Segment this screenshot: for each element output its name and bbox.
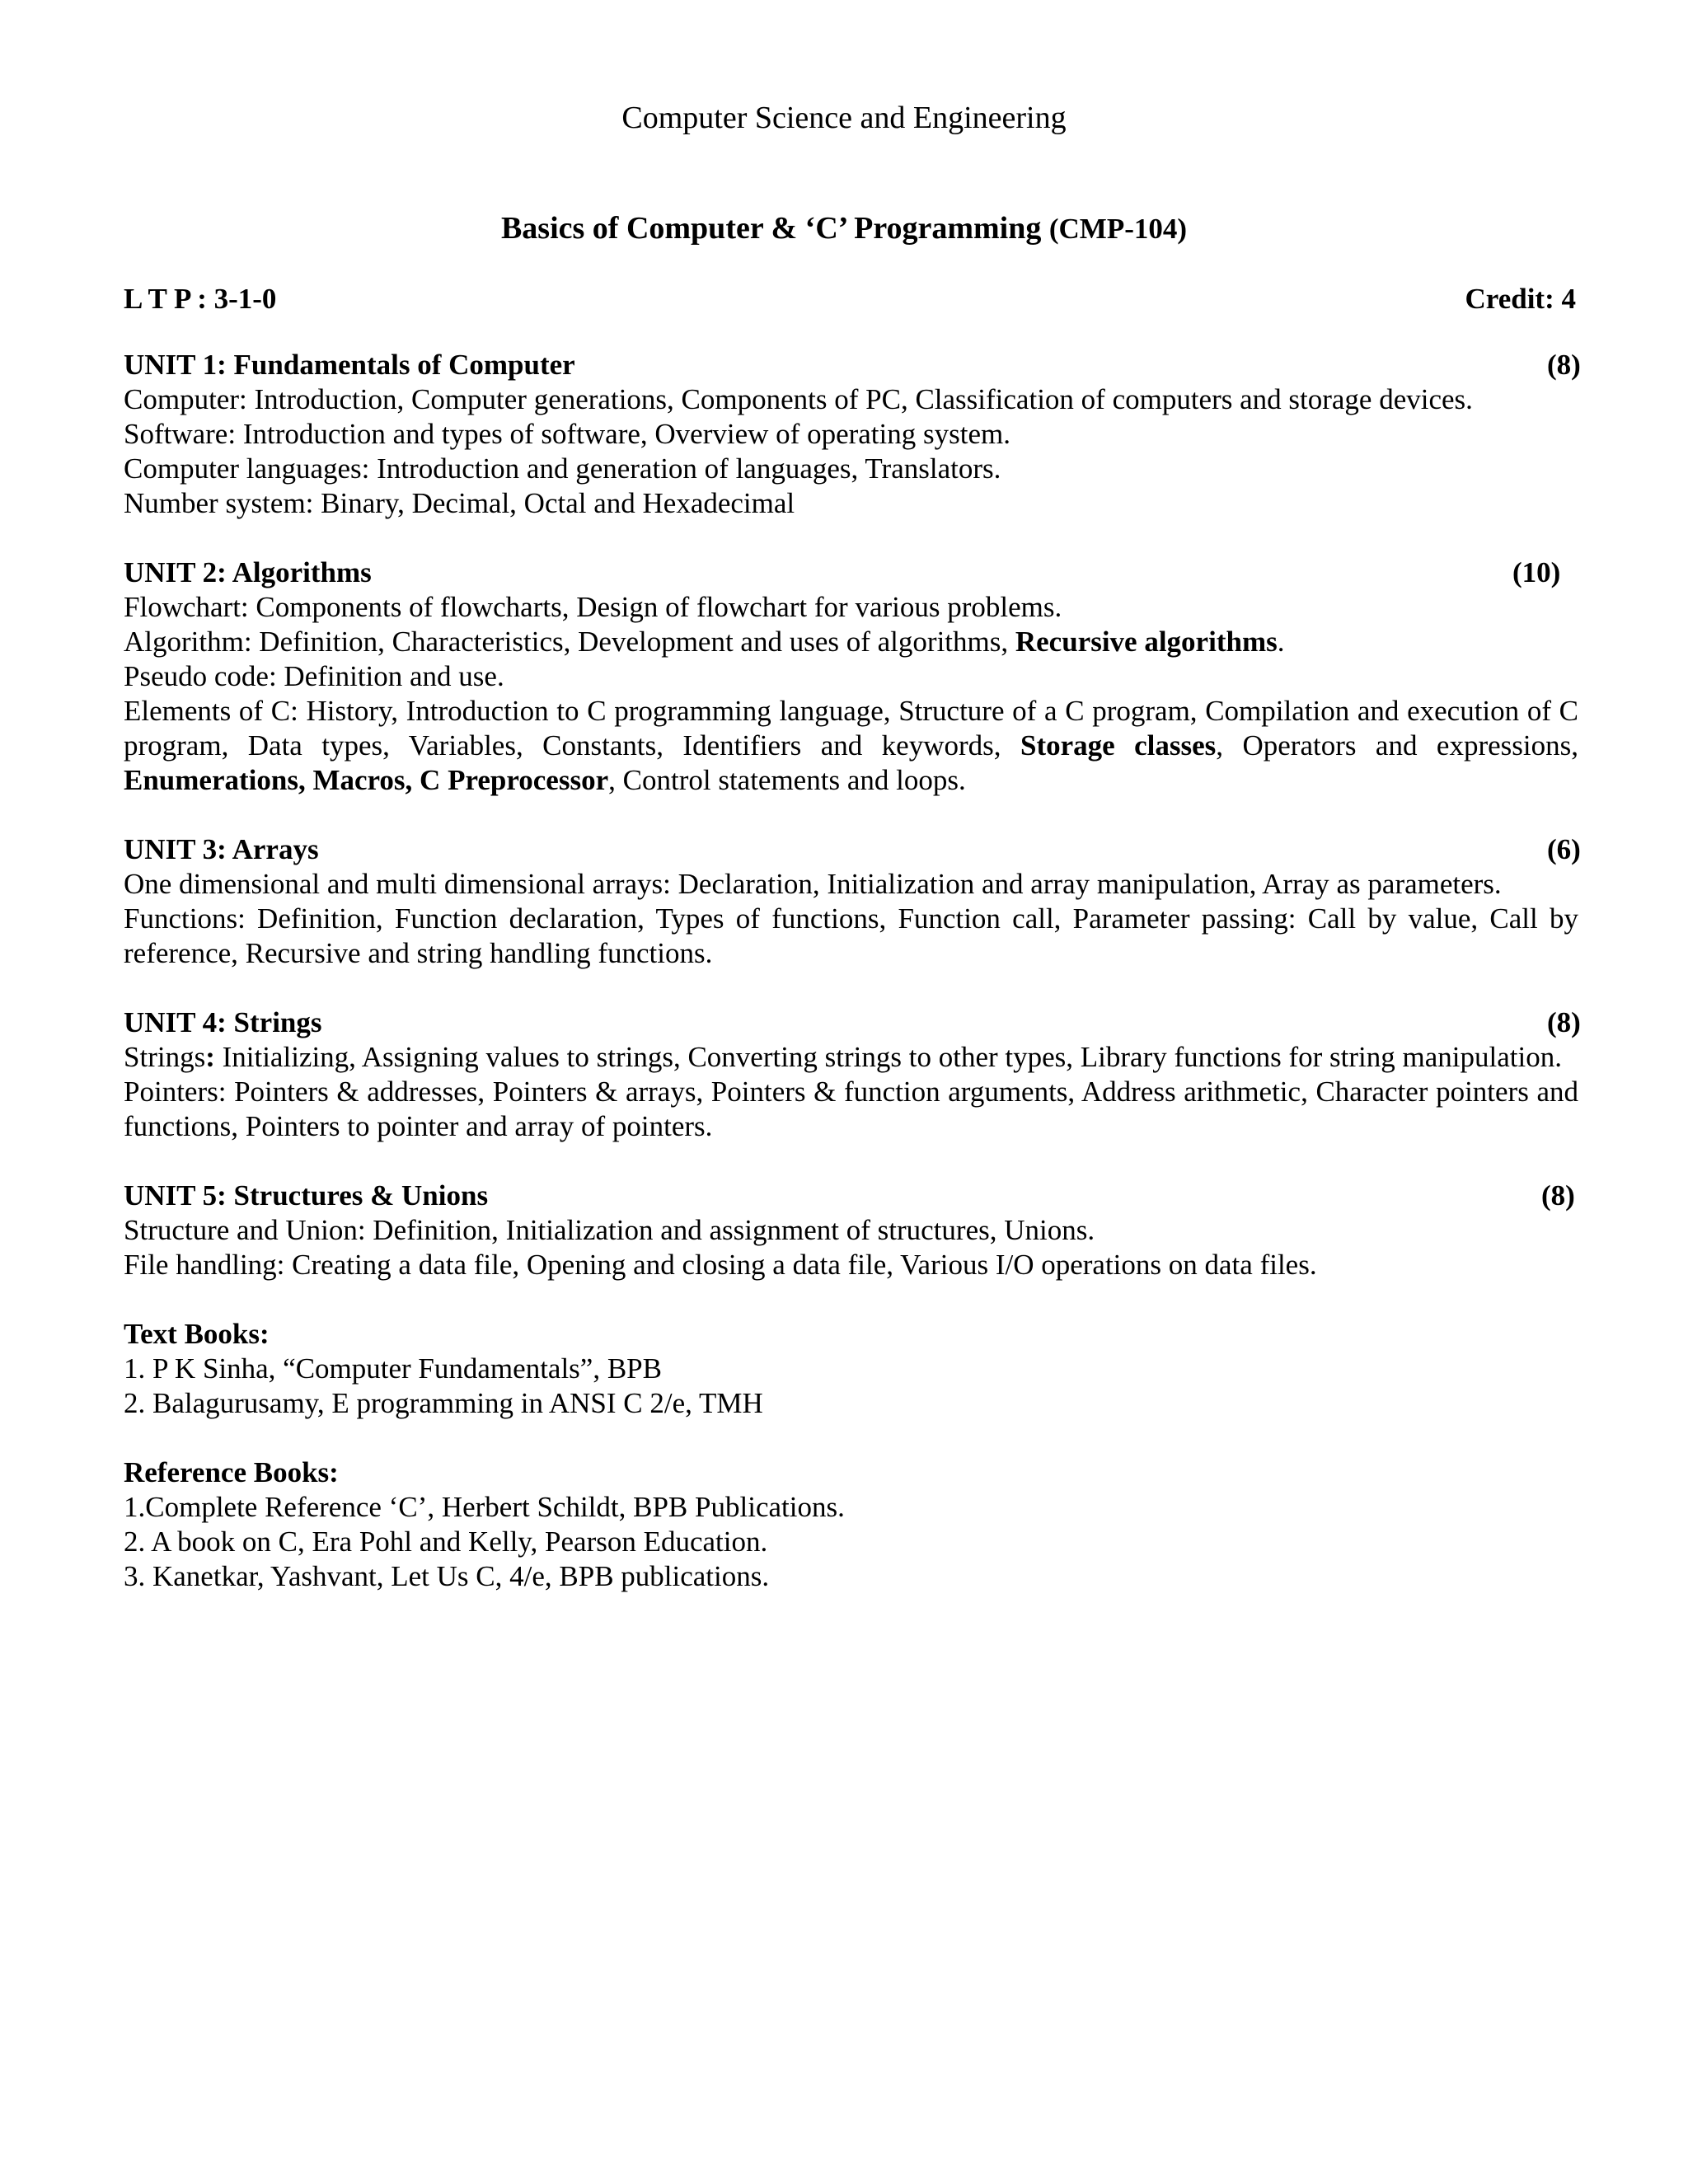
unit-3-title: UNIT 3: Arrays [124,833,319,865]
unit-4-text: Initializing, Assigning values to strings, Converting strings to other types, Library functions for string manipulation. [222,1041,1562,1073]
unit-4-hours: (8) [1547,1006,1581,1038]
course-title-text: Basics of Computer & ‘C’ Programming [500,211,1042,246]
unit-2-line: Flowchart: Components of flowcharts, Design of flowchart for various problems. [124,591,1062,623]
unit-1-line: Computer languages: Introduction and generation of languages, Translators. [124,452,1001,485]
unit-1-line: Number system: Binary, Decimal, Octal and Hexadecimal [124,487,795,519]
credit-value: Credit: 4 [1465,283,1576,315]
unit-2-title: UNIT 2: Algorithms [124,556,372,588]
unit-2-emphasis: Enumerations, Macros, C Preprocessor [124,764,609,796]
unit-4-heading [124,1005,1581,1040]
ltp-value: L T P : 3-1-0 [124,283,277,315]
text-book-item: 2. Balagurusamy, E programming in ANSI C 2/e, TMH [124,1387,763,1419]
unit-5-hours: (8) [1541,1179,1575,1212]
unit-2-text: Algorithm: Definition, Characteristics, Development and uses of algorithms, [124,626,1009,658]
unit-1-hours: (8) [1547,349,1581,381]
unit-2-hours: (10) [1512,556,1561,588]
unit-3-heading [124,832,1581,867]
reference-book-item: 3. Kanetkar, Yashvant, Let Us C, 4/e, BPB publications. [124,1560,770,1592]
unit-2-section [124,555,1578,798]
unit-1-title: UNIT 1: Fundamentals of Computer [124,349,575,381]
unit-3-hours: (6) [1547,833,1581,865]
course-title [0,208,1688,250]
unit-5-section [124,1179,1578,1282]
unit-2-paragraph [124,694,1578,798]
unit-2-text: , Control statements and loops. [608,764,966,796]
unit-2-text: . [1277,626,1285,658]
unit-3-paragraph: Functions: Definition, Function declaration, Types of functions, Function call, Parameter passing: Call by value, Call by reference, Recursive and string handling functions. [124,902,1578,969]
unit-1-line: Computer: Introduction, Computer generations, Components of PC, Classification of computers and storage devices. [124,383,1473,415]
unit-4-text: Strings [124,1041,206,1073]
unit-5-title: UNIT 5: Structures & Unions [124,1179,489,1212]
course-code: (CMP-104) [1048,213,1188,245]
unit-2-text: Elements of C: History, Introduction to C programming language, Structure of a C program, Compilation and execution of C program, Data types, Variables, Constants, Identifiers and keywords, [124,695,1578,762]
unit-2-emphasis: Recursive algorithms [1015,626,1278,658]
unit-1-heading [124,348,1581,382]
text-books-section [124,1317,1578,1421]
unit-1-line: Software: Introduction and types of software, Overview of operating system. [124,418,1010,450]
unit-3-section [124,832,1581,971]
unit-1-section [124,348,1581,521]
reference-books-section [124,1455,1578,1594]
ltp-credit-row [124,279,1576,320]
unit-4-title: UNIT 4: Strings [124,1006,322,1038]
department-header: Computer Science and Engineering [621,101,1067,135]
unit-4-section [124,1005,1581,1144]
unit-5-line: File handling: Creating a data file, Opening and closing a data file, Various I/O operations on data files. [124,1249,1317,1281]
unit-4-emphasis: : [205,1041,215,1073]
unit-2-line: Pseudo code: Definition and use. [124,660,504,692]
unit-2-text: , Operators and expressions, [1216,729,1578,762]
reference-book-item: 1.Complete Reference ‘C’, Herbert Schildt, BPB Publications. [124,1491,845,1523]
syllabus-content [124,348,1581,1629]
unit-2-heading [124,555,1578,590]
unit-2-emphasis: Storage classes [1020,729,1217,762]
unit-3-line: One dimensional and multi dimensional arrays: Declaration, Initialization and array manipulation, Array as parameters. [124,868,1502,900]
unit-4-paragraph: Pointers: Pointers & addresses, Pointers & arrays, Pointers & function arguments, Address arithmetic, Character pointers and functions, Pointers to pointer and array of pointers. [124,1076,1578,1142]
reference-books-heading: Reference Books: [124,1456,339,1488]
unit-2-line [124,625,1578,659]
reference-book-item: 2. A book on C, Era Pohl and Kelly, Pearson Education. [124,1526,768,1558]
text-books-heading: Text Books: [124,1318,270,1350]
unit-5-heading [124,1179,1578,1213]
unit-4-paragraph [124,1040,1578,1075]
unit-5-line: Structure and Union: Definition, Initialization and assignment of structures, Unions. [124,1214,1095,1246]
text-book-item: 1. P K Sinha, “Computer Fundamentals”, BPB [124,1352,662,1385]
